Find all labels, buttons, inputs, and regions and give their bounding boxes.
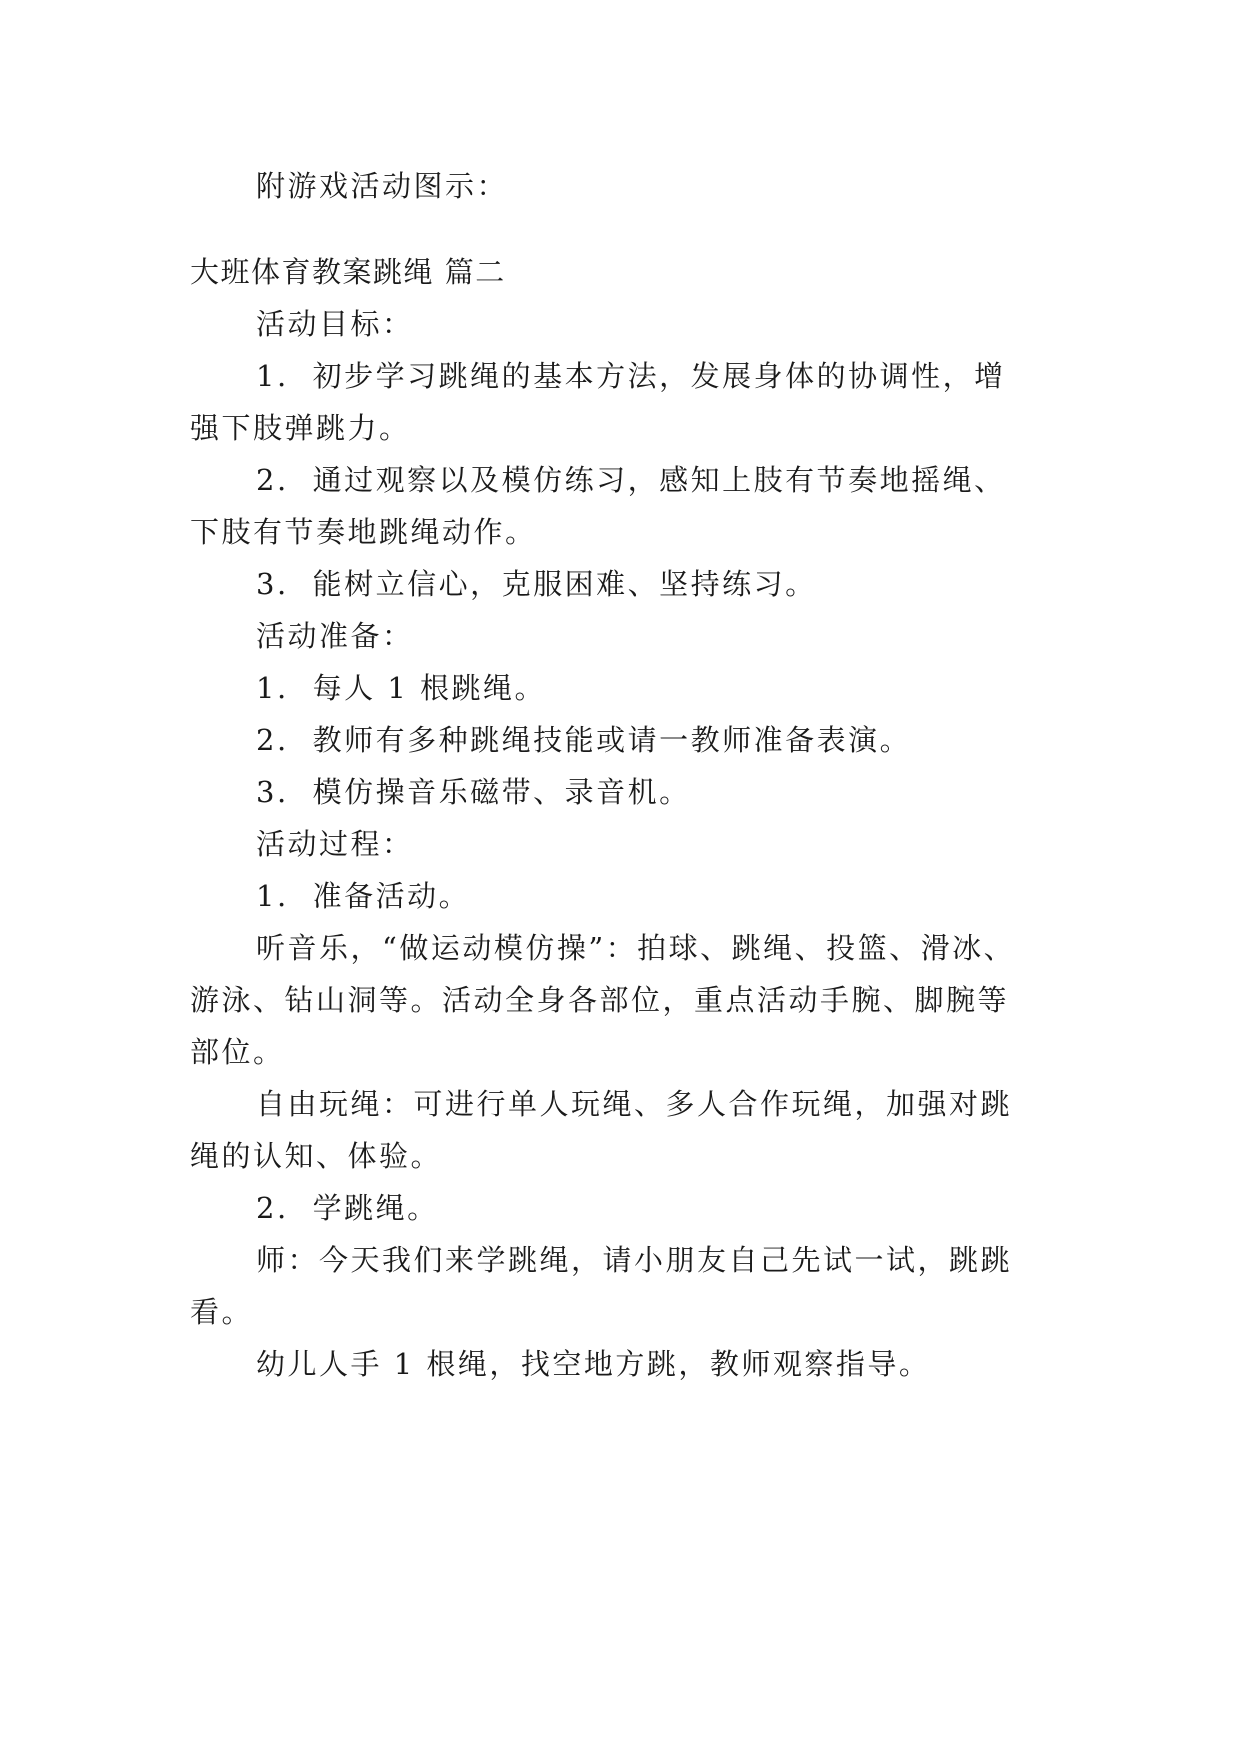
prep-1-text: 每人 1 根跳绳。: [312, 671, 547, 705]
prep-3-line: [256, 772, 1070, 812]
prep-3-text: 模仿操音乐磁带、录音机。: [312, 775, 691, 809]
goal-1-line-2: 强下肢弹跳力。: [190, 411, 411, 445]
prep-1-number: 1.: [256, 671, 289, 705]
step-2-line: [256, 1188, 1070, 1228]
goal-2-number: 2.: [256, 463, 289, 497]
step-1-text: 准备活动。: [312, 879, 471, 913]
step-1-line: [256, 876, 1070, 916]
appendix-label: 附游戏活动图示：: [256, 169, 509, 203]
prep-1-line: [256, 668, 1070, 708]
step-2-number: 2.: [256, 1191, 289, 1225]
goals-heading: 活动目标：: [256, 307, 414, 341]
process-heading: 活动过程：: [256, 827, 414, 861]
warmup-line-1: 听音乐，“做运动模仿操”：拍球、跳绳、投篮、滑冰、: [256, 931, 1016, 965]
children-line: 幼儿人手 1 根绳，找空地方跳，教师观察指导。: [256, 1347, 931, 1381]
free-play-line-1: 自由玩绳：可进行单人玩绳、多人合作玩绳，加强对跳: [256, 1087, 1013, 1121]
prep-heading: 活动准备：: [256, 619, 414, 653]
goal-3-number: 3.: [256, 567, 289, 601]
step-1-number: 1.: [256, 879, 289, 913]
warmup-line-3: 部位。: [190, 1035, 285, 1069]
goal-3-line: [256, 564, 1070, 604]
free-play-line-2: 绳的认知、体验。: [190, 1139, 443, 1173]
teacher-line-2: 看。: [190, 1295, 254, 1329]
goal-2-line-2: 下肢有节奏地跳绳动作。: [190, 515, 537, 549]
goal-2-text: 通过观察以及模仿练习，感知上肢有节奏地摇绳、: [312, 463, 1006, 497]
section-title: 大班体育教案跳绳 篇二: [190, 255, 506, 289]
prep-2-number: 2.: [256, 723, 289, 757]
warmup-line-2: 游泳、钻山洞等。活动全身各部位，重点活动手腕、脚腕等: [190, 983, 1010, 1017]
prep-3-number: 3.: [256, 775, 289, 809]
goal-1-line-1: [256, 356, 1070, 396]
goal-1-number: 1.: [256, 359, 289, 393]
prep-2-text: 教师有多种跳绳技能或请一教师准备表演。: [312, 723, 912, 757]
teacher-line-1: 师：今天我们来学跳绳，请小朋友自己先试一试，跳跳: [256, 1243, 1013, 1277]
goal-2-line-1: [256, 460, 1070, 500]
goal-1-text: 初步学习跳绳的基本方法，发展身体的协调性，增: [312, 359, 1006, 393]
prep-2-line: [256, 720, 1070, 760]
step-2-text: 学跳绳。: [312, 1191, 439, 1225]
goal-3-text: 能树立信心，克服困难、坚持练习。: [312, 567, 817, 601]
